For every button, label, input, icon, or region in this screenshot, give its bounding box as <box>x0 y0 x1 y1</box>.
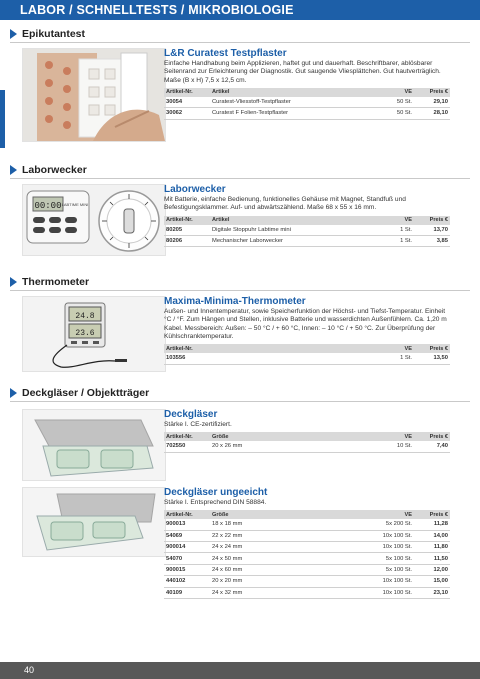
table-header-row <box>164 432 450 441</box>
col-preis: Preis € <box>414 510 450 519</box>
col-ve: VE <box>360 216 414 225</box>
col-artikel-nr: Artikel-Nr. <box>164 432 210 441</box>
col-preis: Preis € <box>414 432 450 441</box>
cell-ve: 5x 100 St. <box>360 564 414 575</box>
page-number: 40 <box>24 665 35 675</box>
table-row <box>164 564 450 575</box>
product-description: Stärke I. CE-zertifiziert. <box>164 421 232 428</box>
table-row <box>164 530 450 541</box>
thermo-display-inner: 23.6 <box>75 329 95 338</box>
col-artikel-nr: Artikel-Nr. <box>164 344 210 353</box>
product-image-deckglaeser-ungeeicht <box>22 487 166 557</box>
product-description: Außen- und Innentemperatur, sowie Speicherfunktion der Höchst- und Tiefst-Temperatur. Einheit °C / °F. Zum Hängen und Stellen, inklusive Batterie und wasserdichten Außenfühlern. Ca. 1,20 m Kabel. Messbereich: Außen: – 50 °C / + 60 °C, Innen: – 10 °C / + 50 °C. Zur Überprüfung der Kühlschranktemperatur. <box>164 308 447 340</box>
section-title: Thermometer <box>22 276 90 288</box>
product-table <box>164 344 450 364</box>
table-header-row <box>164 216 450 225</box>
cell-preis: 15,00 <box>414 576 450 587</box>
table-row <box>164 542 450 553</box>
col-preis: Preis € <box>414 88 450 97</box>
cell-groesse: 24 x 50 mm <box>210 553 360 564</box>
table-row <box>164 576 450 587</box>
col-artikel-nr: Artikel-Nr. <box>164 510 210 519</box>
product-image-testpflaster <box>22 48 166 142</box>
col-ve: VE <box>360 510 414 519</box>
product-title: Laborwecker <box>164 184 226 195</box>
coverslip-box-illustration <box>23 488 165 556</box>
cell-preis: 12,00 <box>414 564 450 575</box>
product-image-thermometer <box>22 296 166 372</box>
cell-groesse: 22 x 22 mm <box>210 530 360 541</box>
cell-groesse: 24 x 32 mm <box>210 587 360 598</box>
product-table <box>164 432 450 452</box>
timer-illustration <box>23 185 165 255</box>
product-description: Mit Batterie, einfache Bedienung, funktionelles Gehäuse mit Magnet, Standfuß und Befestigungsklammer. Auf- und abwärtszählend. Maße 68 x 55 x 16 mm. <box>164 196 406 212</box>
cell-preis: 13,70 <box>414 225 450 236</box>
col-artikel: Artikel <box>210 88 360 97</box>
cell-groesse: 18 x 18 mm <box>210 519 360 530</box>
triangle-bullet-icon <box>10 277 17 287</box>
col-artikel: Artikel <box>210 216 360 225</box>
cell-ve: 10x 100 St. <box>360 576 414 587</box>
coverslip-box-illustration <box>23 410 165 480</box>
cell-artikel-nr: 54070 <box>164 553 210 564</box>
cell-artikel-nr: 103556 <box>164 353 210 364</box>
product-deckglaeser <box>164 409 450 453</box>
cell-artikel-nr: 80206 <box>164 235 210 246</box>
cell-preis: 23,10 <box>414 587 450 598</box>
product-title: Deckgläser ungeeicht <box>164 487 268 498</box>
table-header-row <box>164 88 450 97</box>
cell-artikel-nr: 702550 <box>164 441 210 452</box>
cell-preis: 11,80 <box>414 542 450 553</box>
product-curatest <box>164 48 450 120</box>
cell-preis: 11,28 <box>414 519 450 530</box>
cell-artikel-nr: 80205 <box>164 225 210 236</box>
cell-artikel: Digitale Stoppuhr Labtime mini <box>210 225 360 236</box>
col-ve: VE <box>360 344 414 353</box>
product-table <box>164 88 450 120</box>
product-laborwecker <box>164 184 450 247</box>
col-ve: VE <box>360 88 414 97</box>
cell-groesse: 24 x 24 mm <box>210 542 360 553</box>
table-row <box>164 441 450 452</box>
section-heading <box>10 387 470 402</box>
cell-preis: 28,10 <box>414 108 450 119</box>
cell-groesse: 20 x 26 mm <box>210 441 360 452</box>
page-footer-bar <box>0 662 480 679</box>
product-thermometer <box>164 296 450 365</box>
cell-artikel-nr: 30062 <box>164 108 210 119</box>
cell-ve: 10x 100 St. <box>360 587 414 598</box>
triangle-bullet-icon <box>10 165 17 175</box>
timer-display-text: 00:00 <box>34 201 62 211</box>
cell-groesse: 20 x 20 mm <box>210 576 360 587</box>
cell-ve: 10 St. <box>360 441 414 452</box>
cell-preis: 14,00 <box>414 530 450 541</box>
product-image-laborwecker <box>22 184 166 256</box>
cell-ve: 1 St. <box>360 353 414 364</box>
section-title: Laborwecker <box>22 164 87 176</box>
table-row <box>164 108 450 119</box>
section-title: Epikutantest <box>22 28 86 40</box>
category-header-bar <box>0 0 480 20</box>
table-row <box>164 353 450 364</box>
cell-artikel-nr: 900014 <box>164 542 210 553</box>
cell-ve: 50 St. <box>360 97 414 108</box>
thermometer-illustration <box>23 297 165 371</box>
table-row <box>164 587 450 598</box>
table-row <box>164 97 450 108</box>
cell-artikel: Mechanischer Laborwecker <box>210 235 360 246</box>
product-title: L&R Curatest Testpflaster <box>164 48 287 59</box>
col-artikel-nr: Artikel-Nr. <box>164 216 210 225</box>
product-title: Deckgläser <box>164 409 218 420</box>
col-preis: Preis € <box>414 344 450 353</box>
col-groesse: Größe <box>210 432 360 441</box>
section-heading <box>10 164 470 179</box>
col-groesse: Größe <box>210 510 360 519</box>
patch-test-illustration <box>23 49 165 141</box>
table-row <box>164 225 450 236</box>
triangle-bullet-icon <box>10 388 17 398</box>
cell-ve: 50 St. <box>360 108 414 119</box>
product-title: Maxima-Minima-Thermometer <box>164 296 306 307</box>
cell-preis: 7,40 <box>414 441 450 452</box>
product-description: Stärke I. Entsprechend DIN 58884. <box>164 499 267 506</box>
cell-preis: 13,50 <box>414 353 450 364</box>
cell-ve: 5x 200 St. <box>360 519 414 530</box>
timer-brand-label: LABTIME MINI <box>61 202 89 207</box>
cell-artikel: Curatest F Folien-Testpflaster <box>210 108 360 119</box>
side-tab-marker <box>0 90 5 148</box>
table-header-row <box>164 344 450 353</box>
cell-preis: 3,85 <box>414 235 450 246</box>
cell-artikel: Curatest-Vliesstoff-Testpflaster <box>210 97 360 108</box>
cell-ve: 1 St. <box>360 225 414 236</box>
product-image-deckglaeser <box>22 409 166 481</box>
cell-ve: 5x 100 St. <box>360 553 414 564</box>
col-ve: VE <box>360 432 414 441</box>
thermo-display-outer: 24.8 <box>75 312 95 321</box>
cell-ve: 10x 100 St. <box>360 542 414 553</box>
table-header-row <box>164 510 450 519</box>
category-title: LABOR / SCHNELLTESTS / MIKROBIOLOGIE <box>20 3 294 17</box>
cell-artikel-nr: 900015 <box>164 564 210 575</box>
cell-artikel-nr: 440102 <box>164 576 210 587</box>
cell-ve: 1 St. <box>360 235 414 246</box>
section-title: Deckgläser / Objektträger <box>22 387 150 399</box>
product-deckglaeser-ungeeicht <box>164 487 450 599</box>
product-table <box>164 510 450 599</box>
cell-preis: 11,50 <box>414 553 450 564</box>
col-empty <box>210 344 360 353</box>
cell-artikel <box>210 353 360 364</box>
table-row <box>164 519 450 530</box>
product-description: Einfache Handhabung beim Applizieren, haftet gut und dauerhaft. Beschriftbarer, ablösbarer Seitenrand zur Erleichterung der Diagnostik. Gut saugende Vliesplättchen. Gut hautverträglich. Maße (B x H) 7,5 x 12,5 cm. <box>164 60 441 84</box>
col-preis: Preis € <box>414 216 450 225</box>
cell-artikel-nr: 30054 <box>164 97 210 108</box>
cell-groesse: 24 x 60 mm <box>210 564 360 575</box>
cell-artikel-nr: 900013 <box>164 519 210 530</box>
product-table <box>164 216 450 248</box>
cell-ve: 10x 100 St. <box>360 530 414 541</box>
section-heading <box>10 28 470 43</box>
col-artikel-nr: Artikel-Nr. <box>164 88 210 97</box>
section-heading <box>10 276 470 291</box>
cell-preis: 29,10 <box>414 97 450 108</box>
cell-artikel-nr: 40109 <box>164 587 210 598</box>
table-row <box>164 553 450 564</box>
table-row <box>164 235 450 246</box>
triangle-bullet-icon <box>10 29 17 39</box>
cell-artikel-nr: 54069 <box>164 530 210 541</box>
